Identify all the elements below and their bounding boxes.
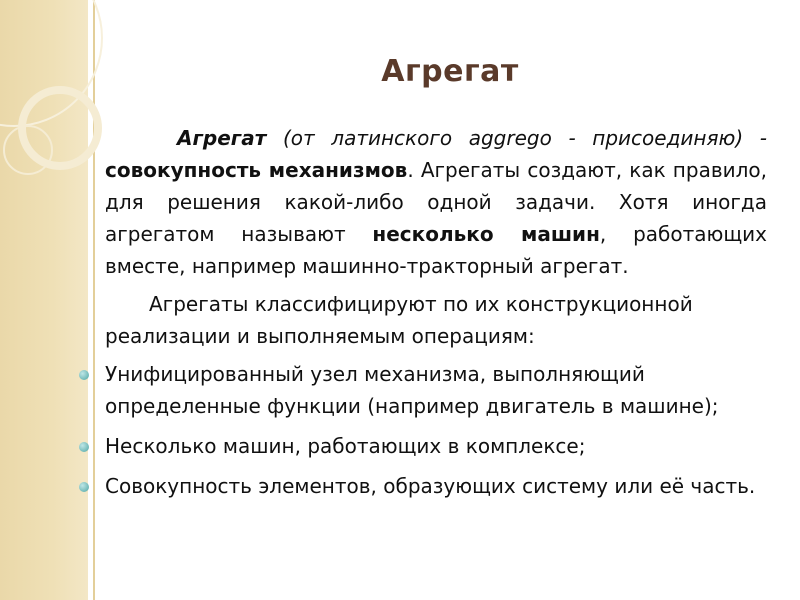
large-ring (0, 0, 102, 126)
term-agregat: Агрегат (177, 126, 267, 150)
bullet-dot-icon (79, 442, 89, 452)
list-item (105, 358, 767, 422)
list-item-text: Унифицированный узел механизма, выполняющий определенные функции (например двигатель в машине); (105, 362, 719, 418)
list-item-text: Несколько машин, работающих в комплексе; (105, 434, 586, 458)
bullet-dot-icon (79, 482, 89, 492)
list-item-text: Совокупность элементов, образующих систему или её часть. (105, 474, 756, 498)
definition-paragraph (105, 122, 767, 282)
definition-text-1: . Агрегаты создают, как правило, для решения какой-либо одной задачи. Хотя иногда агрегатом называют (105, 158, 767, 246)
decorative-circles (0, 0, 110, 260)
list-item (105, 470, 767, 502)
emphasis-several-machines: несколько машин (372, 222, 600, 246)
emphasis-mechanisms: совокупность механизмов (105, 158, 408, 182)
medium-ring (22, 90, 98, 166)
slide-title: Агрегат (381, 54, 519, 89)
bullet-dot-icon (79, 370, 89, 380)
definition-text-2: , работающих вместе, например машинно-тракторный агрегат. (105, 222, 768, 278)
classification-paragraph: Агрегаты классифицируют по их конструкционной реализации и выполняемым операциям: (105, 292, 693, 348)
latin-origin: (от латинского aggrego - присоединяю) - (266, 126, 767, 150)
classification-list (105, 358, 767, 502)
list-item (105, 430, 767, 462)
slide-content (105, 122, 767, 510)
